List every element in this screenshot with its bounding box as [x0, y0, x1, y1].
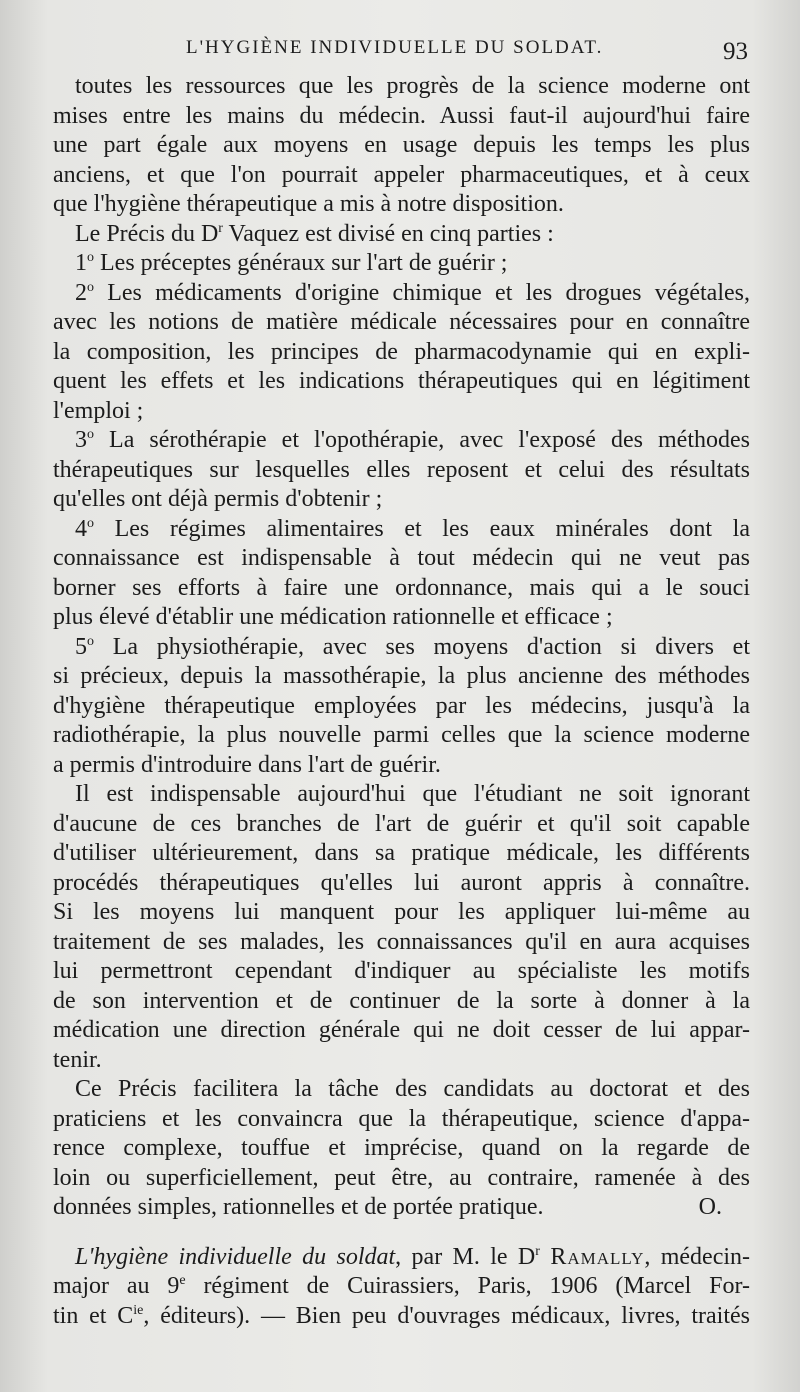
text-run: Les régimes alimentaires et les eaux minérales dont la	[94, 515, 750, 542]
page-body-text	[53, 72, 750, 1331]
text-run: 4	[75, 515, 87, 542]
section-gap	[53, 1223, 750, 1243]
text-line	[53, 279, 750, 309]
text-run: major au 9	[53, 1273, 180, 1299]
text-line: médication une direction générale qui ne doit cesser de lui appar-	[53, 1017, 750, 1043]
text-line: tenir.	[53, 1046, 102, 1073]
text-line: d'hygiène thérapeutique employées par les médecins, jusqu'à la	[53, 692, 750, 719]
text-line: a permis d'introduire dans l'art de guérir.	[53, 751, 441, 778]
text-line: la composition, les principes de pharmacodynamie qui en expli-	[53, 338, 750, 365]
text-line: quent les effets et les indications thérapeutiques qui en légitiment	[53, 368, 750, 394]
superscript: o	[87, 250, 94, 265]
running-head-title: L'HYGIÈNE INDIVIDUELLE DU SOLDAT.	[186, 37, 604, 58]
text-line: lui permettront cependant d'indiquer au spécialiste les motifs	[53, 958, 750, 984]
text-line: de son intervention et de continuer de la sorte à donner à la	[53, 987, 750, 1014]
text-line: l'emploi ;	[53, 397, 144, 424]
text-line: plus élevé d'établir une médication rationnelle et efficace ;	[53, 604, 613, 630]
text-line	[53, 633, 750, 663]
text-line: d'utiliser ultérieurement, dans sa pratique médicale, les différents	[53, 840, 750, 866]
text-line: borner ses efforts à faire une ordonnance, mais qui a le souci	[53, 574, 750, 601]
text-run: , éditeurs). — Bien peu d'ouvrages médicaux, livres, traités	[143, 1302, 750, 1329]
text-line: que l'hygiène thérapeutique a mis à notre disposition.	[53, 191, 564, 217]
review-line	[53, 1272, 750, 1302]
superscript: o	[87, 515, 94, 531]
text-line: si précieux, depuis la massothérapie, la plus ancienne des méthodes	[53, 663, 750, 689]
text-run: régiment de Cuirassiers, Paris, 1906 (Marcel For-	[185, 1273, 750, 1299]
text-line: une part égale aux moyens en usage depuis les temps les plus	[53, 132, 750, 158]
text-run: , médecin-	[644, 1243, 751, 1270]
text-run: 3	[75, 427, 87, 453]
text-line	[53, 249, 750, 279]
text-run: La physiothérapie, avec ses moyens d'action si divers et	[94, 633, 750, 660]
review-book-title: L'hygiène individuelle du soldat	[75, 1243, 396, 1270]
superscript: o	[87, 279, 94, 295]
text-line: traitement de ses malades, les connaissances qu'il en aura acquises	[53, 928, 750, 955]
text-run: Le Précis du D	[75, 220, 219, 247]
superscript: ie	[133, 1302, 144, 1318]
text-line: Ce Précis facilitera la tâche des candidats au doctorat et des	[75, 1076, 750, 1102]
text-run: 2	[75, 279, 87, 306]
text-line: radiothérapie, la plus nouvelle parmi celles que la science moderne	[53, 722, 750, 748]
text-line: mises entre les mains du médecin. Aussi faut-il aujourd'hui faire	[53, 102, 750, 129]
text-line: Il est indispensable aujourd'hui que l'étudiant ne soit ignorant	[75, 781, 750, 807]
text-line	[53, 220, 750, 250]
text-line	[53, 515, 750, 545]
text-run: Les préceptes généraux sur l'art de guérir ;	[94, 250, 508, 276]
text-run: 5	[75, 633, 87, 660]
text-line: avec les notions de matière médicale nécessaires pour en connaître	[53, 309, 750, 335]
text-line: qu'elles ont déjà permis d'obtenir ;	[53, 486, 383, 512]
text-line: procédés thérapeutiques qu'elles lui auront appris à connaître.	[53, 869, 750, 896]
text-line	[53, 426, 750, 456]
review-signature: O.	[698, 1194, 722, 1220]
review-line	[53, 1243, 750, 1273]
text-line: connaissance est indispensable à tout médecin qui ne veut pas	[53, 545, 750, 571]
text-line: praticiens et les convaincra que la thérapeutique, science d'appa-	[53, 1105, 750, 1132]
text-line: thérapeutiques sur lesquelles elles reposent et celui des résultats	[53, 456, 750, 483]
superscript: e	[179, 1273, 186, 1288]
running-head	[0, 34, 800, 66]
page-number: 93	[723, 38, 748, 65]
review-line	[53, 1302, 750, 1332]
superscript: r	[218, 220, 223, 236]
text-line: rence complexe, touffue et imprécise, quand on la regarde de	[53, 1135, 750, 1161]
text-line: loin ou superficiellement, peut être, au contraire, ramenée à des	[53, 1164, 750, 1191]
text-run: , par M. le D	[395, 1243, 536, 1270]
text-run: tin et C	[53, 1302, 134, 1329]
superscript: o	[87, 427, 94, 442]
text-line: données simples, rationnelles et de portée pratique. O.	[53, 1193, 750, 1223]
text-run: 1	[75, 250, 87, 276]
text-line: toutes les ressources que les progrès de la science moderne ont	[75, 73, 750, 99]
text-run: La sérothérapie et l'opothérapie, avec l'exposé des méthodes	[94, 427, 750, 453]
review-author: Ramally	[550, 1243, 645, 1270]
superscript: r	[535, 1243, 540, 1259]
text-run: Les médicaments d'origine chimique et les drogues végétales,	[94, 279, 750, 306]
text-line: Si les moyens lui manquent pour les appliquer lui-même au	[53, 899, 750, 925]
text-run: Vaquez est divisé en cinq parties :	[222, 220, 554, 247]
text-line: anciens, et que l'on pourrait appeler pharmaceutiques, et à ceux	[53, 161, 750, 188]
superscript: o	[87, 633, 94, 649]
text-line: d'aucune de ces branches de l'art de guérir et qu'il soit capable	[53, 810, 750, 837]
